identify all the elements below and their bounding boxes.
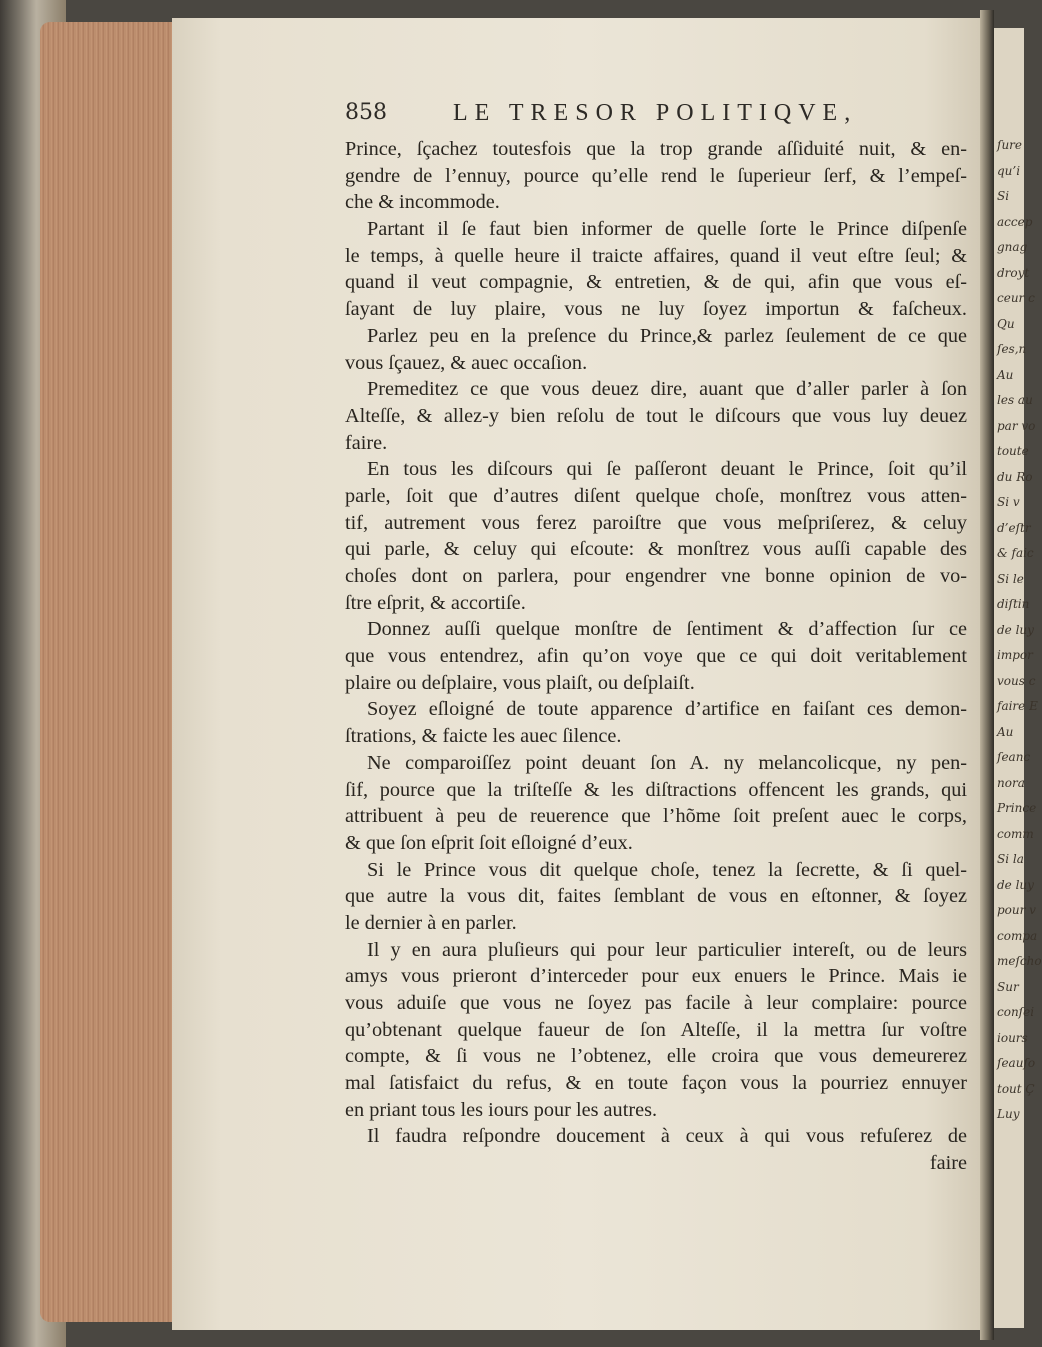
facing-page-fragment: Luy [997, 1107, 1020, 1121]
text-line: Alteſſe, & allez-y bien reſolu de tout le diſcours que vous luy deuez [345, 404, 967, 427]
text-line: ſtrations, & faicte les auec ſilence. [345, 725, 622, 748]
facing-page-fragment: ſeanc [997, 750, 1031, 764]
text-line: le temps, à quelle heure il traicte affaires, quand il veut eſtre ſeul; & [345, 244, 967, 267]
text-line: gendre de l’ennuy, pource qu’elle rend le ſuperieur ſerf, & l’empeſ- [345, 164, 967, 187]
facing-page-fragment: par vo [997, 418, 1036, 433]
facing-page-fragment: comm [997, 826, 1034, 841]
facing-page-fragment: gnag [997, 240, 1028, 254]
book-gutter [980, 10, 994, 1340]
facing-page-fragment: du Ro [997, 469, 1033, 484]
text-line: che & incommode. [345, 191, 500, 214]
text-line: tif, autrement vous ferez paroiſtre que vous meſpriſerez, & celuy [345, 511, 967, 534]
page-number: 858 [345, 100, 387, 125]
facing-page-fragment: Prince [997, 801, 1037, 815]
facing-page-fragment: ſeauſo [997, 1056, 1036, 1070]
text-line: parle, ſoit que d’autres diſent quelque choſe, monſtrez vous atten- [345, 484, 967, 507]
facing-page-fragment: meſcho [997, 954, 1042, 968]
facing-page-fragment: compa [997, 928, 1038, 943]
text-line: mal ſatisfaict du refus, & en toute façon vous la pourriez ennuyer [345, 1072, 967, 1095]
running-title: LE TRESOR POLITIQVE, [453, 100, 858, 126]
text-line: quand il veut compagnie, & entretien, & de qui, afin que vous eſ- [345, 271, 967, 294]
text-line: ſtre eſprit, & accortiſe. [345, 591, 526, 614]
facing-page-fragment: les au [997, 393, 1033, 407]
facing-page-fragment: pour v [997, 903, 1036, 917]
text-line: en priant tous les iours pour les autres. [345, 1098, 658, 1121]
text-line: plaire ou deſplaire, vous plaiſt, ou deſplaiſt. [345, 671, 695, 694]
text-line: que vous entendrez, afin qu’on voye que ce qui doit veritablement [345, 645, 967, 668]
text-line: que autre la vous dit, faites ſemblant de vous en eſtonner, & ſoyez [345, 885, 967, 908]
text-line: Soyez eſloigné de toute apparence d’artifice en faiſant ces demon- [367, 698, 967, 721]
text-line: vous aduiſe que vous ne ſoyez pas facile à leur complaire: pource [345, 992, 967, 1014]
text-line: ſif, pource que la triſteſſe & les diſtractions offencent les grands, qui [345, 778, 967, 801]
facing-page-fragment: ſes,n [997, 342, 1027, 356]
facing-page-fragment: iours [997, 1030, 1028, 1045]
facing-page-fragment: vous c [997, 673, 1036, 688]
facing-page-fragment: Si [997, 189, 1010, 203]
facing-page-fragment: de luy [997, 877, 1034, 892]
page-body [345, 136, 967, 1177]
facing-page-fragment: Au [997, 724, 1014, 739]
facing-page-fragment: faire E [997, 699, 1038, 713]
catchword: faire [929, 1152, 967, 1175]
text-line: Il y en aura pluſieurs qui pour leur particulier intereſt, ou de leurs [367, 938, 967, 961]
facing-page-fragment: Si le [997, 571, 1024, 586]
text-line: choſes dont on parlera, pour engendrer vne bonne opinion de vo- [345, 565, 967, 587]
text-line: attribuent à peu de reuerence que l’hõme ſoit preſent auec le corps, [345, 805, 967, 828]
facing-page-fragment: Si la [997, 852, 1024, 866]
facing-page-edge [994, 28, 1042, 1328]
text-line: le dernier à en parler. [345, 911, 517, 934]
text-line: Parlez peu en la preſence du Prince,& parlez ſeulement de ce que [367, 324, 967, 347]
text-line: Ne comparoiſſez point deuant ſon A. ny melancolicque, ny pen- [367, 751, 967, 774]
page-header [345, 96, 925, 136]
facing-page-fragment: d’eſtr [997, 520, 1031, 535]
text-line: Il faudra reſpondre doucement à ceux à qui vous refuſerez de [367, 1125, 967, 1148]
facing-page-fragment: Sur [997, 979, 1019, 994]
facing-page-fragment: nora [997, 775, 1025, 790]
text-line: compte, & ſi vous ne l’obtenez, elle croira que vous demeurerez [345, 1045, 967, 1068]
facing-page-fragment: de luy [997, 622, 1034, 637]
text-line: qui parle, & celuy qui eſcoute: & monſtrez vous auſſi capable des [345, 538, 967, 561]
facing-page-fragment: impor [997, 648, 1033, 662]
facing-page-fragment: Si v [997, 495, 1020, 509]
facing-page-fragment: Au [997, 367, 1014, 382]
text-line: amys vous prieront d’interceder pour eux enuers le Prince. Mais ie [345, 965, 967, 988]
facing-page-fragment: tout Ç [997, 1081, 1035, 1096]
facing-page-fragment: diſtin [997, 597, 1030, 611]
facing-page-fragment: conſei [997, 1005, 1035, 1019]
text-line: Partant il ſe faut bien informer de quelle ſorte le Prince diſpenſe [367, 218, 967, 241]
page-block-edges [40, 22, 178, 1322]
text-line: En tous les diſcours qui ſe paſſeront deuant le Prince, ſoit qu’il [367, 458, 967, 481]
text-line: Si le Prince vous dit quelque choſe, tenez la ſecrette, & ſi quel- [367, 858, 967, 881]
facing-page-fragment: Qu [997, 316, 1015, 331]
text-line: & que ſon eſprit ſoit eſloigné d’eux. [345, 831, 633, 854]
facing-page-fragment: accep [997, 214, 1033, 229]
facing-page-fragment: qu’i [997, 163, 1021, 178]
facing-page-fragment: droyt [997, 265, 1030, 280]
text-line: ſayant de luy plaire, vous ne luy ſoyez importun & faſcheux. [345, 298, 967, 321]
text-line: vous ſçauez, & auec occaſion. [345, 351, 588, 374]
facing-page-fragment: ſure [997, 138, 1023, 152]
facing-page-fragment: & faic [997, 546, 1034, 560]
text-line: Prince, ſçachez toutesfois que la trop grande aſſiduité nuit, & en- [345, 138, 967, 160]
text-line: Donnez auſſi quelque monſtre de ſentiment & d’affection ſur ce [367, 618, 967, 641]
facing-page-fragment: toute [997, 444, 1029, 458]
text-line: faire. [345, 431, 388, 454]
text-line: Premeditez ce que vous deuez dire, auant que d’aller parler à ſon [367, 378, 967, 401]
facing-page-fragment: ceur c [997, 291, 1035, 305]
text-line: qu’obtenant quelque faueur de ſon Alteſſe, il la mettra ſur voſtre [345, 1018, 967, 1041]
